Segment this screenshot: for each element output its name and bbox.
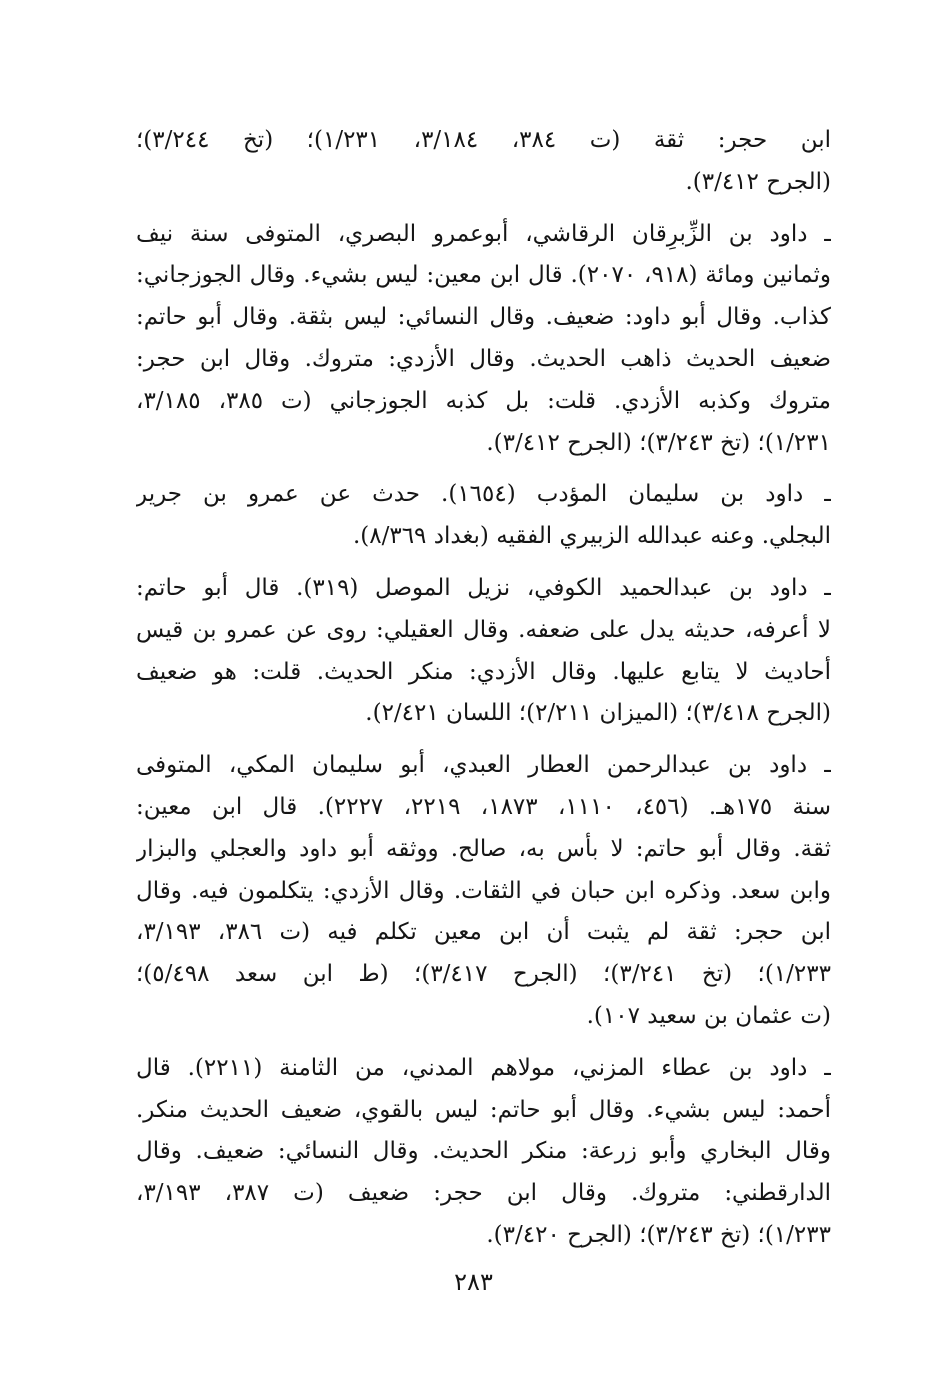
text-line: كذاب. وقال أبو داود: ضعيف. وقال النسائي: ليس بثقة. وقال أبو حاتم: xyxy=(136,304,831,331)
entry-paragraph xyxy=(136,1048,831,1257)
text-line: الدارقطني: متروك. وقال ابن حجر: ضعيف (ت ٣٨٧، ٣/١٩٣، xyxy=(136,1180,831,1207)
page-number: ٢٨٣ xyxy=(454,1268,493,1296)
text-line: (الجرح ٣/٤١٨)؛ (الميزان ٢/٢١١)؛ اللسان ٢/٤٢١). xyxy=(365,700,831,727)
text-line: سنة ١٧٥هـ. (٤٥٦، ١١١٠، ١٨٧٣، ٢٢١٩، ٢٢٢٧). قال ابن معين: xyxy=(136,793,831,820)
text-line: ١/٢٣٣)؛ (تخ ٣/٢٤٣)؛ (الجرح ٣/٤٢٠). xyxy=(486,1221,831,1248)
text-line: ابن حجر: ثقة (ت ٣٨٤، ٣/١٨٤، ١/٢٣١)؛ (تخ ٣/٢٤٤)؛ xyxy=(136,127,831,153)
text-line: ١/٢٣٣)؛ (تخ ٣/٢٤١)؛ (الجرح ٣/٤١٧)؛ (ط ابن سعد ٥/٤٩٨)؛ xyxy=(136,961,831,988)
text-line: البجلي. وعنه عبدالله الزبيري الفقيه (بغداد ٨/٣٦٩). xyxy=(352,523,831,550)
text-line: متروك وكذبه الأزدي. قلت: بل كذبه الجوزجاني (ت ٣٨٥، ٣/١٨٥، xyxy=(136,387,831,414)
text-line: ثقة. وقال أبو حاتم: لا بأس به، صالح. ووثقه أبو داود والعجلي والبزار xyxy=(136,835,831,862)
entry-paragraph xyxy=(136,214,831,465)
text-line: ـ داود بن سليمان المؤدب (١٦٥٤). حدث عن عمرو بن جرير xyxy=(136,481,831,508)
paragraph-gap xyxy=(136,735,831,745)
text-line: ـ داود بن عطاء المزني، مولاهم المدني، من الثامنة (٢٢١١). قال xyxy=(136,1054,831,1081)
text-line: ضعيف الحديث ذاهب الحديث. وقال الأزدي: متروك. وقال ابن حجر: xyxy=(136,345,831,372)
text-line: ـ داود بن الزِّبرِقان الرقاشي، أبوعمرو البصري، المتوفى سنة نيف xyxy=(136,220,831,247)
text-line: ١/٢٣١)؛ (تخ ٣/٢٤٣)؛ (الجرح ٣/٤١٢). xyxy=(486,429,831,456)
paragraph-gap xyxy=(136,204,831,214)
text-line: (الجرح ٣/٤١٢). xyxy=(685,168,831,195)
text-line: ـ داود بن عبدالحميد الكوفي، نزيل الموصل (٣١٩). قال أبو حاتم: xyxy=(136,574,831,601)
paragraph-gap xyxy=(136,1038,831,1048)
entry-paragraph xyxy=(136,120,831,204)
text-line: أحمد: ليس بشيء. وقال أبو حاتم: ليس بالقوي، ضعيف الحديث منكر. xyxy=(136,1096,831,1123)
text-line: ابن حجر: ثقة لم يثبت أن ابن معين تكلم فيه (ت ٣٨٦، ٣/١٩٣، xyxy=(136,919,831,946)
entry-paragraph xyxy=(136,745,831,1038)
text-line: وقال البخاري وأبو زرعة: منكر الحديث. وقال النسائي: ضعيف. وقال xyxy=(136,1138,831,1165)
text-line: ـ داود بن عبدالرحمن العطار العبدي، أبو سليمان المكي، المتوفى xyxy=(136,752,831,779)
text-line: أحاديث لا يتابع عليها. وقال الأزدي: منكر الحديث. قلت: هو ضعيف xyxy=(136,658,831,685)
entry-paragraph xyxy=(136,568,831,735)
page-body xyxy=(136,120,831,1257)
paragraph-gap xyxy=(136,464,831,474)
text-line: لا أعرفه، حديثه يدل على ضعفه. وقال العقيلي: روى عن عمرو بن قيس xyxy=(136,616,831,643)
entry-paragraph xyxy=(136,474,831,558)
text-line: وابن سعد. وذكره ابن حبان في الثقات. وقال الأزدي: يتكلمون فيه. وقال xyxy=(136,877,831,904)
paragraph-gap xyxy=(136,558,831,568)
text-line: (ت عثمان بن سعيد ١٠٧). xyxy=(586,1002,831,1029)
text-line: وثمانين ومائة (٩١٨، ٢٠٧٠). قال ابن معين: ليس بشيء. وقال الجوزجاني: xyxy=(136,262,831,289)
